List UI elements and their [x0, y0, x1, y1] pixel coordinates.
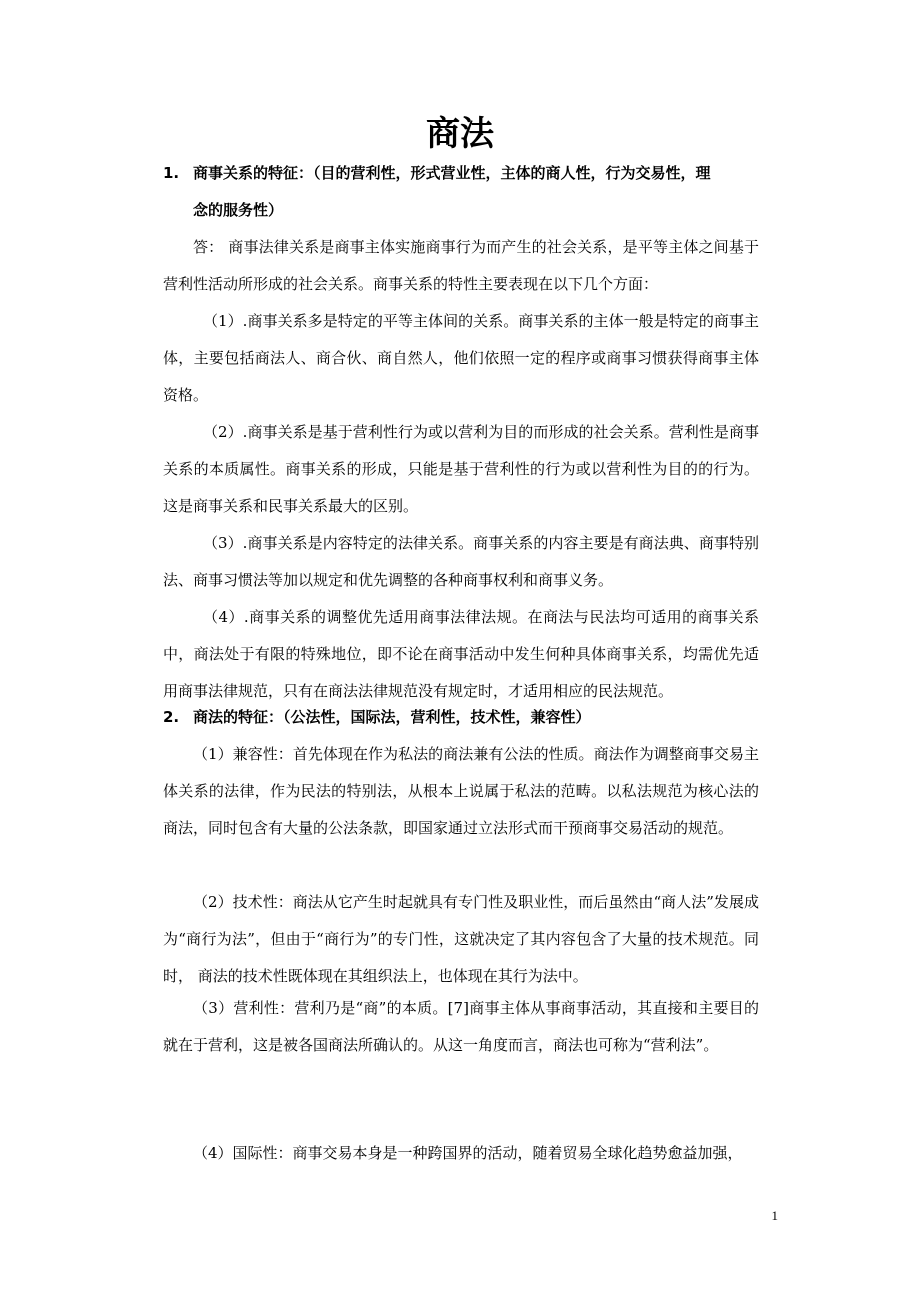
section-2-heading — [163, 699, 763, 736]
section-2-item-4: （4）国际性：商事交易本身是一种跨国界的活动，随着贸易全球化趋势愈益加强， — [193, 1144, 743, 1162]
section-1-heading — [163, 155, 763, 229]
section-1-item-3: （3）.商事关系是内容特定的法律关系。商事关系的内容主要是有商法典、商事特别法、商事习惯法等加以规定和优先调整的各种商事权利和商事义务。 — [163, 534, 759, 589]
section-2-item-3: （3）营利性：营利乃是“商”的本质。[7]商事主体从事商事活动，其直接和主要目的就在于营利，这是被各国商法所确认的。从这一角度而言，商法也可称为“营利法”。 — [163, 999, 759, 1054]
document-title: 商法 — [426, 114, 494, 154]
page-number: 1 — [771, 1208, 778, 1223]
section-2-number: 2. — [163, 708, 180, 726]
section-1-heading-line2: 念的服务性） — [193, 201, 284, 219]
section-1-item-1: （1）.商事关系多是特定的平等主体间的关系。商事关系的主体一般是特定的商事主体，主要包括商法人、商合伙、商自然人，他们依照一定的程序或商事习惯获得商事主体资格。 — [163, 312, 759, 404]
section-2-heading-text: 商法的特征：（公法性，国际法，营利性，技术性，兼容性） — [193, 708, 591, 726]
section-2-item-1: （1）兼容性：首先体现在作为私法的商法兼有公法的性质。商法作为调整商事交易主体关系的法律，作为民法的特别法，从根本上说属于私法的范畴。以私法规范为核心法的商法，同时包含有大量的公法条款，即国家通过立法形式而干预商事交易活动的规范。 — [163, 745, 759, 837]
section-1-number: 1. — [163, 164, 180, 182]
section-2-item-2: （2）技术性：商法从它产生时起就具有专门性及职业性，而后虽然由“商人法”发展成为“商行为法”，但由于“商行为”的专门性，这就决定了其内容包含了大量的技术规范。同时， 商法的技术性既体现在其组织法上，也体现在其行为法中。 — [163, 893, 759, 985]
section-1-item-4: （4）.商事关系的调整优先适用商事法律法规。在商法与民法均可适用的商事关系中，商法处于有限的特殊地位，即不论在商事活动中发生何种具体商事关系，均需优先适用商事法律规范，只有在商法法律规范没有规定时，才适用相应的民法规范。 — [163, 608, 759, 700]
section-1-item-2: （2）.商事关系是基于营利性行为或以营利为目的而形成的社会关系。营利性是商事关系的本质属性。商事关系的形成，只能是基于营利性的行为或以营利性为目的的行为。这是商事关系和民事关系最大的区别。 — [163, 423, 759, 515]
section-1-heading-line1: 商事关系的特征：（目的营利性，形式营业性，主体的商人性，行为交易性，理 — [193, 164, 711, 182]
section-1-intro: 答： 商事法律关系是商事主体实施商事行为而产生的社会关系，是平等主体之间基于营利性活动所形成的社会关系。商事关系的特性主要表现在以下几个方面： — [163, 238, 759, 293]
